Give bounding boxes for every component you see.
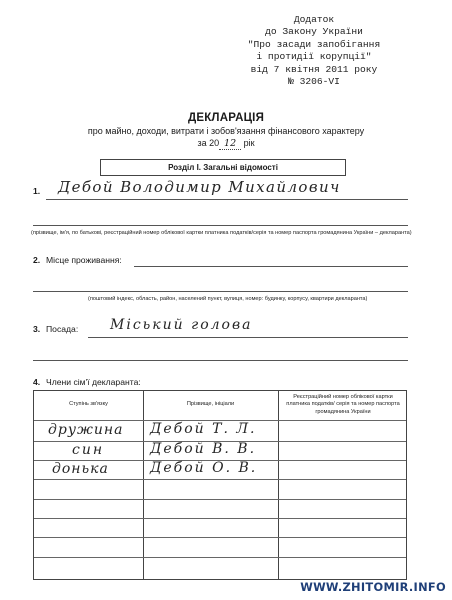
field-4-number: 4. xyxy=(33,377,41,387)
table-row-divider xyxy=(34,518,406,519)
declarant-name-handwritten: Дебой Володимир Михайлович xyxy=(58,178,341,196)
year-prefix: за 20 xyxy=(197,138,220,148)
field-2-caption: (поштовий індекс, область, район, населений пункт, вулиця, номер: будинку, корпусу, квартири декларанта) xyxy=(88,296,368,302)
relation-handwritten: дружина xyxy=(48,422,124,438)
field-2-label: Місце проживання: xyxy=(46,255,122,265)
position-handwritten: Міський голова xyxy=(110,317,253,333)
year-suffix: рік xyxy=(243,138,255,148)
table-header-name: Прізвище, ініціали xyxy=(186,401,235,407)
field-1-caption: (прізвище, ім'я, по батькові, реєстраційний номер облікової картки платника податків/серія та номер паспорта громадянина України – декларанта) xyxy=(31,230,412,236)
field-3-number: 3. xyxy=(33,324,41,334)
document-title: ДЕКЛАРАЦІЯ xyxy=(187,112,265,124)
field-1-number: 1. xyxy=(33,186,41,196)
annex-line: від 7 квітня 2011 року xyxy=(250,63,378,75)
section-title: Розділ І. Загальні відомості xyxy=(100,159,346,176)
annex-reference xyxy=(236,14,392,88)
family-members-table xyxy=(33,390,407,580)
site-watermark: WWW.ZHITOMIR.INFO xyxy=(300,580,446,594)
table-row-divider xyxy=(34,537,406,538)
field-3-label: Посада: xyxy=(46,324,79,334)
member-name-handwritten: Дебой О. В. xyxy=(150,460,258,476)
year-handwritten: 12 xyxy=(219,138,241,150)
table-header-relation: Ступінь зв'язку xyxy=(69,401,108,407)
member-name-handwritten: Дебой Т. Л. xyxy=(150,421,257,437)
table-row-divider xyxy=(34,499,406,500)
field-2-number: 2. xyxy=(33,255,41,265)
relation-handwritten: донька xyxy=(52,461,109,477)
annex-line: Додаток xyxy=(293,14,335,25)
table-header-tax-number: Реєстраційний номер облікової картки платника податків/ серія та номер паспорта громадянина України xyxy=(286,394,400,415)
table-row-divider xyxy=(34,479,406,480)
document-subtitle: про майно, доходи, витрати і зобов'язання фінансового характеру xyxy=(87,126,365,136)
declaration-year xyxy=(0,138,452,150)
field-4-label: Члени сім'ї декларанта: xyxy=(46,377,141,387)
member-name-handwritten: Дебой В. В. xyxy=(150,441,257,457)
annex-line: і протидії корупції" xyxy=(256,51,372,63)
field-3-line-2 xyxy=(33,360,408,361)
annex-line: № 3206-VI xyxy=(288,76,340,88)
field-1-line xyxy=(46,199,408,200)
annex-line: "Про засади запобігання xyxy=(247,38,381,50)
field-2-line-2 xyxy=(33,291,408,292)
field-3-line xyxy=(88,337,408,338)
table-row-divider xyxy=(34,557,406,558)
annex-line: до Закону України xyxy=(265,26,363,38)
field-1-line-2 xyxy=(33,225,408,226)
field-2-line xyxy=(134,266,408,267)
relation-handwritten: син xyxy=(72,442,105,458)
